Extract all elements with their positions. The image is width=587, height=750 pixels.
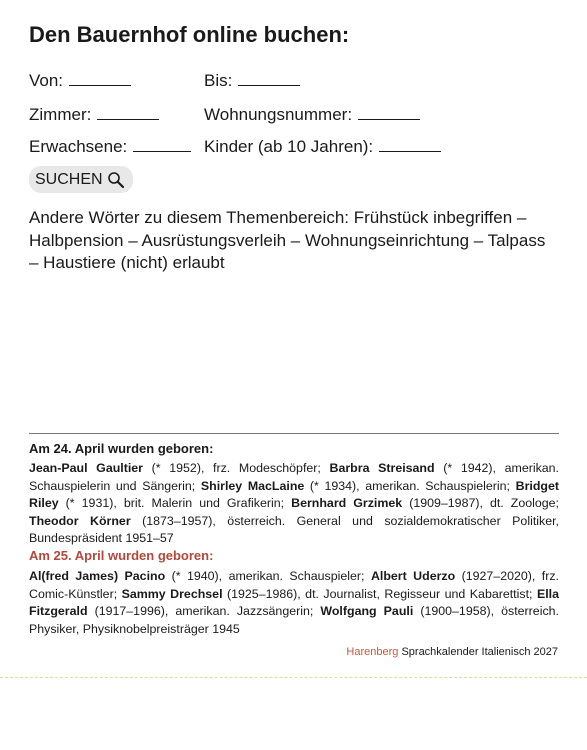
person-name: Al(fred James) Pacino [29,569,166,583]
apartment-field[interactable] [204,104,420,126]
footer-title: Sprachkalender Italienisch 2027 [398,646,558,658]
children-input-line[interactable] [379,150,441,152]
births-heading-25: Am 25. April wurden geboren: [29,548,214,563]
person-name: Albert Uderzo [370,569,456,583]
footer [346,646,558,658]
person-name: Wolfgang Pauli [320,604,414,619]
person-description: (* 1931), brit. Malerin und Grafikerin; [58,496,292,511]
search-button-label: SUCHEN [35,170,103,188]
person-description: (1873–1957), österreich. General und sozialdemokratischer Politiker, Bundespräsident 1951–57 [29,513,559,546]
from-field[interactable] [29,70,131,92]
person-description: (1909–1987), dt. Zoologe; [402,496,559,511]
room-label: Zimmer: [29,105,92,124]
births-list-25 [29,568,559,638]
person-name: Shirley MacLaine [200,478,305,493]
children-label: Kinder (ab 10 Jahren): [204,137,374,156]
person-description: (1927–2020), frz. Comic-Künstler; [29,569,559,601]
to-input-line[interactable] [238,84,300,86]
person-name: Jean-Paul Gaultier [29,461,144,475]
room-input-line[interactable] [97,118,159,120]
person-name: Ella Fitzgerald [29,586,559,619]
page-title: Den Bauernhof online buchen: [29,22,350,47]
person-description: (* 1940), amerikan. Schauspieler; [165,569,371,583]
dashed-separator [0,677,587,678]
person-description: (1925–1986), dt. Journalist, Regisseur und Kabarettist; [222,586,537,601]
apartment-label: Wohnungsnummer: [204,105,353,124]
search-button[interactable] [29,166,133,193]
person-description: (* 1952), frz. Modeschöpfer; [143,461,330,475]
adults-label: Erwachsene: [29,137,128,156]
to-field[interactable] [204,70,300,92]
person-name: Bernhard Grzimek [291,496,403,511]
to-label: Bis: [204,71,233,90]
section-divider [29,433,559,434]
person-description: (* 1934), amerikan. Schauspielerin; [304,478,516,493]
births-list-24 [29,460,559,548]
person-description: (1917–1996), amerikan. Jazzsängerin; [87,604,321,619]
person-description: (1900–1958), österreich. Physiker, Physiknobelpreisträger 1945 [29,604,559,636]
person-description: (* 1942), amerikan. Schauspielerin und Sängerin; [29,461,560,493]
person-name: Barbra Streisand [329,461,435,475]
room-field[interactable] [29,104,159,126]
related-words: Andere Wörter zu diesem Themenbereich: Frühstück inbegriffen – Halbpension – Ausrüstungsverleih – Wohnungseinrichtung – Talpass – Haustiere (nicht) erlaubt [29,208,546,272]
adults-field[interactable] [29,136,191,158]
person-name: Sammy Drechsel [121,586,223,601]
person-name: Bridget Riley [29,478,559,511]
adults-input-line[interactable] [133,150,191,152]
magnifier-icon [107,171,125,189]
apartment-input-line[interactable] [358,118,420,120]
person-name: Theodor Körner [29,513,131,528]
children-field[interactable] [204,136,441,158]
from-input-line[interactable] [69,84,131,86]
from-label: Von: [29,71,64,90]
births-heading-24: Am 24. April wurden geboren: [29,441,214,456]
footer-brand: Harenberg [346,646,399,658]
